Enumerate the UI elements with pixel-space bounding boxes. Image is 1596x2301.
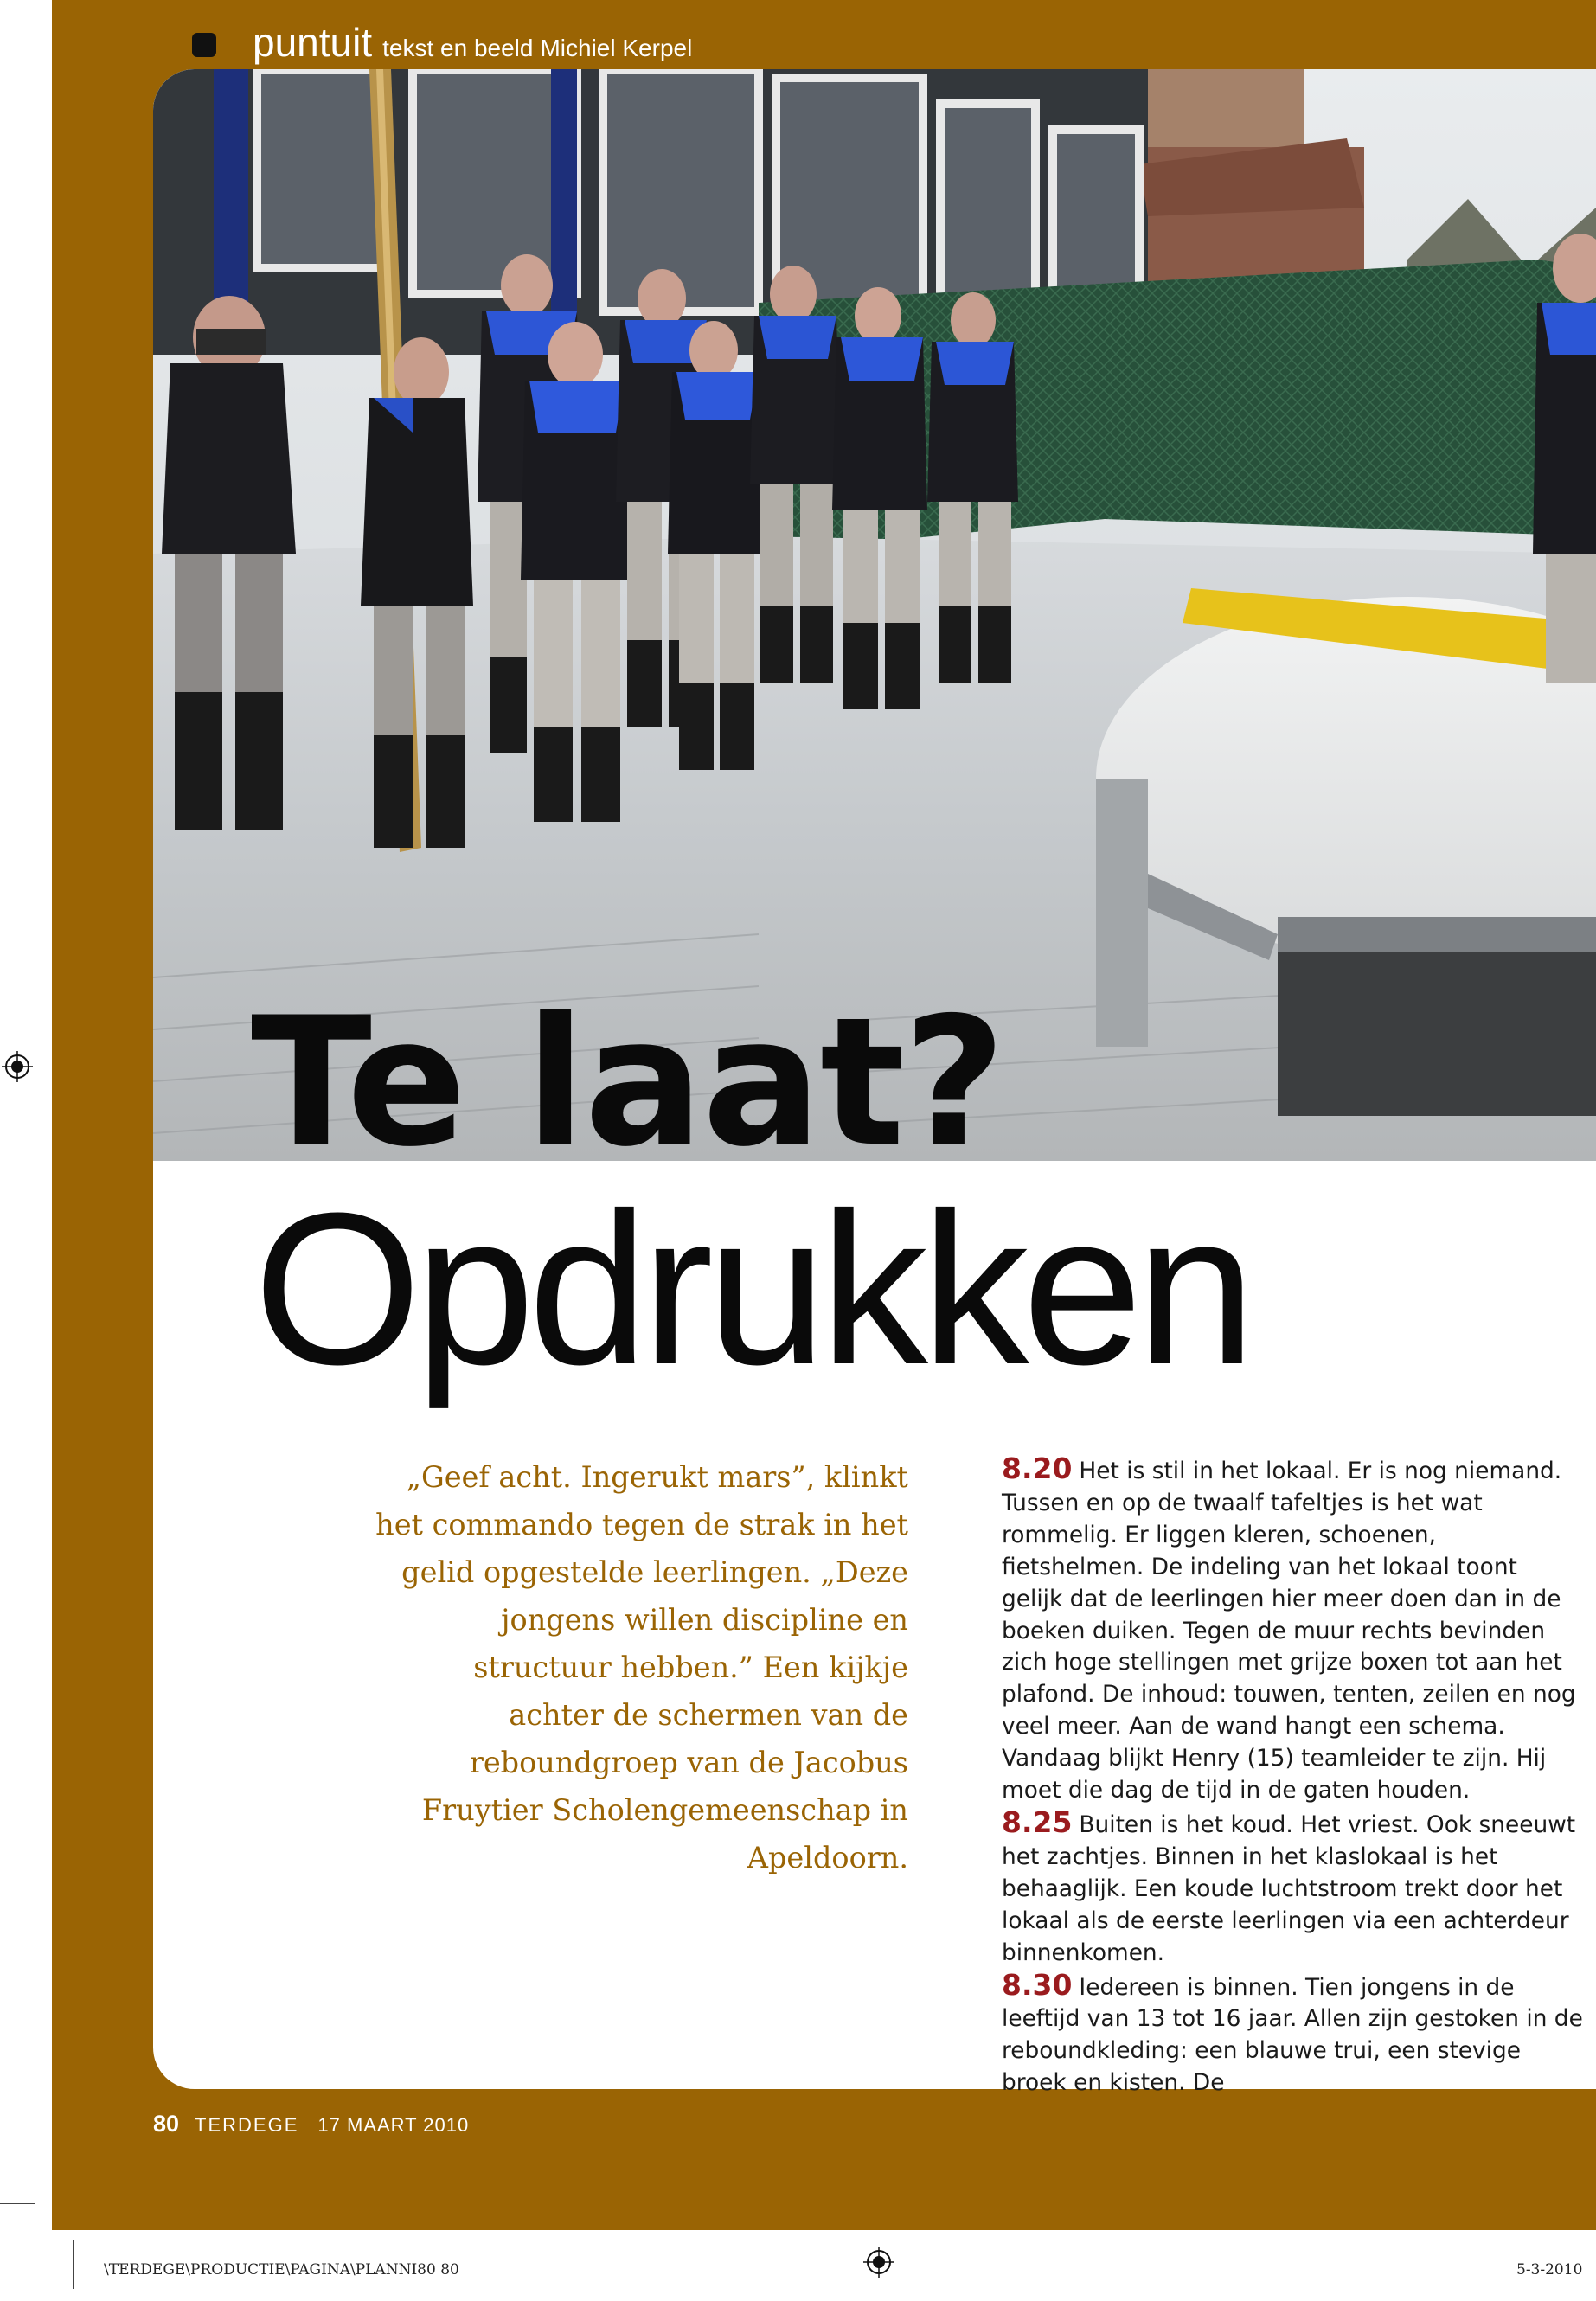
registration-mark-icon bbox=[863, 2247, 894, 2278]
body-paragraph bbox=[1002, 1804, 1583, 1970]
page-header bbox=[192, 19, 692, 71]
title-line-2: Opdrukken bbox=[253, 1168, 1249, 1409]
trim-line bbox=[0, 2203, 35, 2204]
byline-name: Michiel Kerpel bbox=[540, 35, 693, 61]
issue-date: 17 MAART 2010 bbox=[317, 2114, 470, 2136]
print-slug-path: \TERDEGE\PRODUCTIE\PAGINA\PLANNI80 80 bbox=[104, 2261, 459, 2279]
paragraph-text: Iedereen is binnen. Tien jongens in de leeftijd van 13 tot 16 jaar. Allen zijn gestoken in de reboundkleding: een blauwe trui, een stevige broek en kisten. De bbox=[1002, 1973, 1583, 2097]
registration-mark-icon bbox=[2, 1051, 33, 1082]
time-marker: 8.25 bbox=[1002, 1804, 1073, 1839]
section-name: puntuit bbox=[253, 20, 373, 65]
body-paragraph bbox=[1002, 1967, 1583, 2100]
page-number: 80 bbox=[153, 2111, 180, 2137]
time-marker: 8.30 bbox=[1002, 1967, 1073, 2002]
intro-text: „Geef acht. Ingerukt mars”, klinkt het commando tegen de strak in het gelid opgestelde leerlingen. „Deze jongens willen discipline en structuur hebben.” Een kijkje achter de schermen van de reboundgroep van de Jacobus Fruytier Scholengemeenschap in Apeldoorn. bbox=[375, 1460, 908, 1875]
byline-label: tekst en beeld bbox=[382, 35, 534, 61]
paragraph-text: Het is stil in het lokaal. Er is nog niemand. Tussen en op de twaalf tafeltjes is het wat rommelig. Er liggen kleren, schoenen, fietshelmen. De indeling van het lokaal toont gelijk dat de leerlingen hier meer doen dan in de boeken duiken. Tegen de muur rechts bevinden zich hoge stellingen met grijze boxen tot aan het plafond. De inhoud: touwen, tenten, zeilen en nog veel meer. Aan de wand hangt een schema. Vandaag blijkt Henry (15) teamleider te zijn. Hij moet die dag de tijd in de gaten houden. bbox=[1002, 1458, 1576, 1804]
section-marker-icon bbox=[192, 33, 216, 57]
magazine-name: TERDEGE bbox=[195, 2114, 299, 2136]
body-column bbox=[1002, 1453, 1583, 2099]
page-footer bbox=[153, 2111, 469, 2138]
title-line-1: Te laat? bbox=[251, 980, 1004, 1186]
trim-line bbox=[73, 2240, 74, 2289]
body-paragraph bbox=[1002, 1453, 1583, 1807]
time-marker: 8.20 bbox=[1002, 1452, 1073, 1485]
print-slug-date: 5-3-2010 bbox=[1516, 2261, 1583, 2279]
paragraph-text: Buiten is het koud. Het vriest. Ook sneeuwt het zachtjes. Binnen in het klaslokaal is het behaaglijk. Een koude luchtstroom trekt door het lokaal als de eerste leerlingen via een achterdeur binnenkomen. bbox=[1002, 1811, 1576, 1966]
